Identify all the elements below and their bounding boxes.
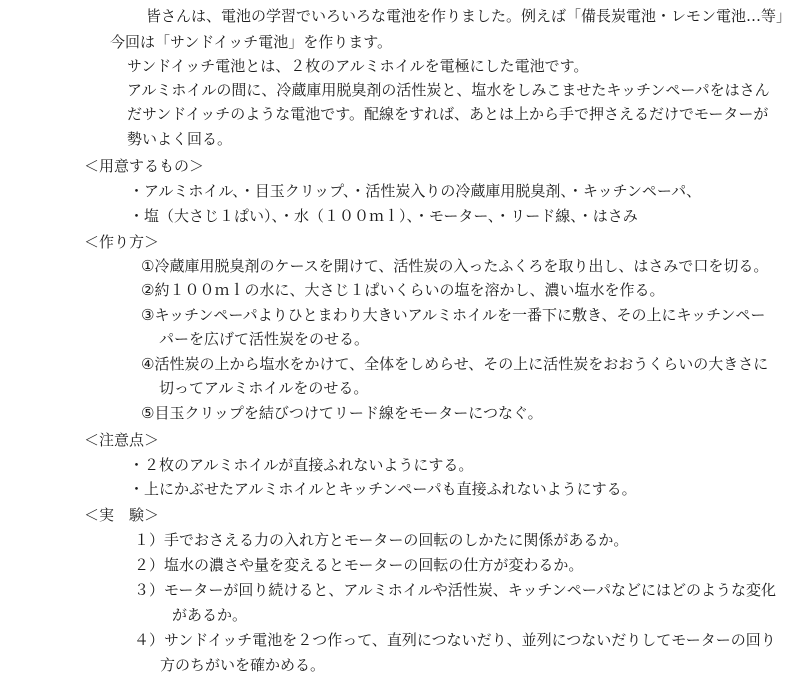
- step-item: ④活性炭の上から塩水をかけて、全体をしめらせ、その上に活性炭をおおうくらいの大きさに: [141, 355, 769, 373]
- step-item: ⑤目玉クリップを結びつけてリード線をモーターにつなぐ。: [141, 404, 543, 422]
- caution-item: ・２枚のアルミホイルが直接ふれないようにする。: [129, 456, 474, 474]
- intro-line: 今回は「サンドイッチ電池」を作ります。: [110, 33, 393, 51]
- step-item-continued: 切ってアルミホイルをのせる。: [159, 379, 369, 397]
- section-heading-experiments: ＜実 験＞: [84, 506, 160, 524]
- caution-item: ・上にかぶせたアルミホイルとキッチンペーパも直接ふれないようにする。: [129, 480, 637, 498]
- materials-line: ・塩（大さじ１ぱい）、・水（１００ｍｌ）、・モーター、・リード線、・はさみ: [129, 207, 638, 225]
- section-heading-materials: ＜用意するもの＞: [84, 157, 205, 175]
- step-item: ①冷蔵庫用脱臭剤のケースを開けて、活性炭の入ったふくろを取り出し、はさみで口を切る。: [141, 257, 769, 275]
- step-item-continued: パーを広げて活性炭をのせる。: [159, 330, 370, 348]
- intro-line: だサンドイッチのような電池です。配線をすれば、あとは上から手で押さえるだけでモーターが: [127, 105, 769, 123]
- section-heading-steps: ＜作り方＞: [84, 233, 160, 251]
- materials-line: ・アルミホイル、・目玉クリップ、・活性炭入りの冷蔵庫用脱臭剤、・キッチンペーパ、: [129, 182, 702, 200]
- experiment-item-continued: 方のちがいを確かめる。: [160, 656, 326, 674]
- intro-line: アルミホイルの間に、冷蔵庫用脱臭剤の活性炭と、塩水をしみこませたキッチンペーパをはさん: [127, 81, 770, 99]
- section-heading-cautions: ＜注意点＞: [84, 431, 160, 449]
- step-item: ③キッチンペーパよりひとまわり大きいアルミホイルを一番下に敷き、その上にキッチンペー: [141, 306, 766, 324]
- experiment-item-continued: があるか。: [172, 606, 248, 624]
- experiment-item: ２）塩水の濃さや量を変えるとモーターの回転の仕方が変わるか。: [134, 556, 584, 574]
- intro-line: サンドイッチ電池とは、２枚のアルミホイルを電極にした電池です。: [127, 57, 589, 75]
- experiment-item: １）手でおさえる力の入れ方とモーターの回転のしかたに関係があるか。: [134, 531, 629, 549]
- experiment-item: ３）モーターが回り続けると、アルミホイルや活性炭、キッチンペーパなどにはどのような変化: [134, 581, 777, 599]
- experiment-item: ４）サンドイッチ電池を２つ作って、直列につないだり、並列につないだりしてモーターの回り: [134, 631, 776, 649]
- intro-line: 皆さんは、電池の学習でいろいろな電池を作りました。例えば「備長炭電池・レモン電池…等」: [146, 7, 792, 25]
- intro-line: 勢いよく回る。: [127, 130, 233, 148]
- step-item: ②約１００ｍｌの水に、大さじ１ぱいくらいの塩を溶かし、濃い塩水を作る。: [141, 281, 665, 299]
